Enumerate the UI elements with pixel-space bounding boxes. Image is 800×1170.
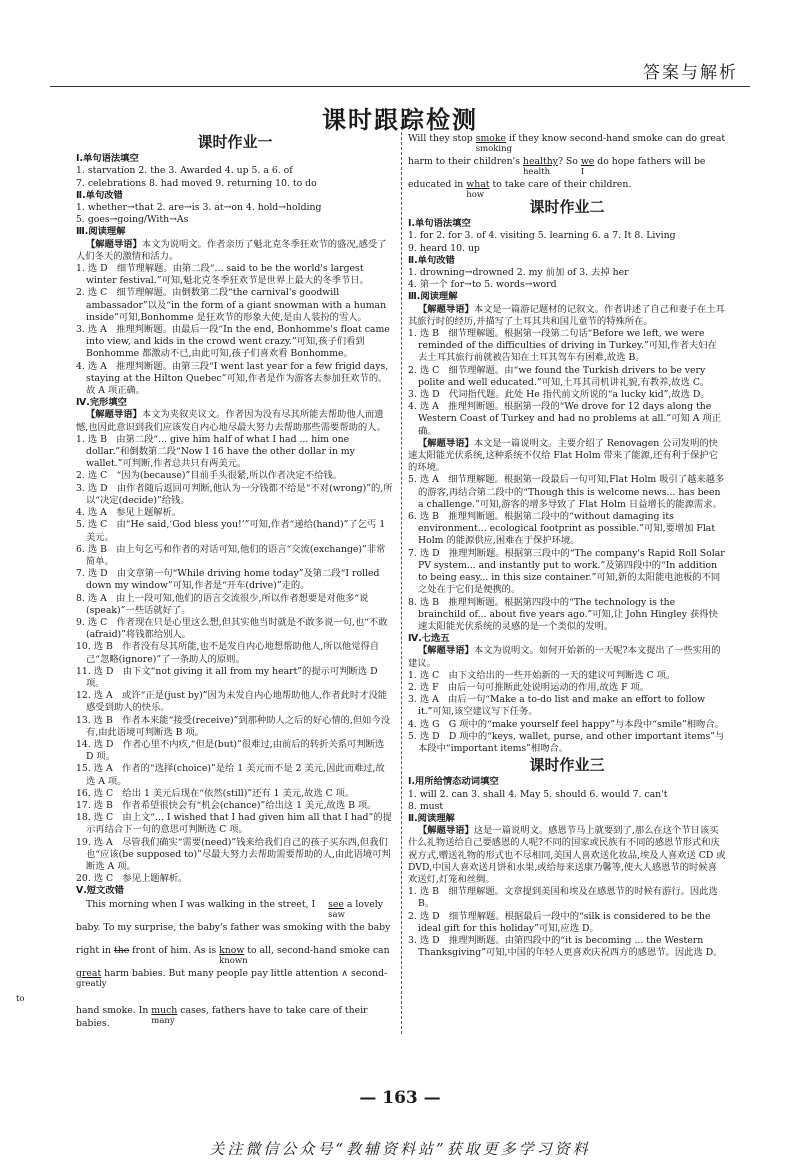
answer-item: 2. 选 C 细节理解题。由“we found the Turkish drivers to be very polite and well educated.”可知,土耳其司机讲礼貌,有教养,故选 C。 (408, 364, 710, 388)
guide-paragraph (408, 645, 726, 669)
essay-line: This morning when I was walking in the street, I see saw a lovely (86, 898, 383, 920)
answer-item: 10. 选 B 作者没有尽其所能,也不是发自内心地想帮助他人,所以他觉得自己“忽略(ignore)”了一条助人的原则。 (76, 641, 380, 665)
answer-item: 20. 选 C 参见上题解析。 (76, 873, 188, 885)
guide-text: 本文是一篇说明文。主要介绍了 Renovagen 公司发明的快速太阳能光伏系统,这种系统不仅给 Flat Holm 带来了能源,还有利于保护它的环境。 (408, 437, 718, 474)
answer-item: 2. 选 C “因为(because)”目前手头很紧,所以作者决定不给钱。 (76, 470, 343, 482)
reading-answers-2b (408, 474, 726, 633)
heading: Ⅰ.用所给情态动词填空 (408, 776, 499, 788)
section-title-1: 课时作业一 (197, 133, 273, 151)
reading-answers-2a (408, 328, 726, 438)
right-column (408, 132, 726, 959)
answer-item: 1. 选 D 细节理解题。由第二段“... said to be the world's largest winter festival.”可知,魁北克冬季狂欢节是世界上最大的冬季节日。 (76, 263, 369, 287)
answer-item: 4. 选 A 推理判断题。由第三段“I went last year for a few frigid days, staying at the Hilton Quebec”可知,作者是作为游客去参加狂欢节的。故 A 项正确。 (76, 360, 389, 397)
heading: Ⅴ.短文改错 (76, 885, 124, 897)
essay-line: harm to their children's healthy health ? So $\frac{we}{I}$ do hope fathers will be (408, 156, 706, 177)
guide-label: 【解题导语】 (86, 238, 142, 250)
answer-item: 1. 选 C 由下文给出的一些开始新的一天的建议可判断选 C 项。 (408, 669, 676, 681)
reading-answers-1 (76, 263, 394, 397)
error-correction-essay (16, 898, 394, 1030)
correction: what how (466, 179, 490, 200)
answer-item: 5. 选 A 细节理解题。根据第一段最后一句可知,Flat Holm 吸引了越来越多的游客,再结合第二段中的“Though this is welcome news... has been a challenge.”可知,游客的增多导致了 Flat Holm 日益增长的能源需求。 (408, 474, 725, 510)
heading: Ⅱ.单句改错 (408, 254, 455, 266)
answer-item: 12. 选 A 或许“正是(just by)”因为未发自内心地帮助他人,作者此时才没能感受到助人的快乐。 (76, 690, 388, 714)
seven-choose-five-answers (408, 670, 726, 755)
answer-line: 1. drowning→drowned 2. my 前加 of 3. 去掉 her (408, 267, 629, 279)
correction: healthy health (522, 156, 558, 177)
footer-note: 关注微信公众号“教辅资料站”获取更多学习资料 (209, 1140, 591, 1158)
answer-line: 7. celebrations 8. had moved 9. returning 10. to do (76, 177, 317, 189)
answer-item: 3. 选 A 推理判断题。由最后一段“In the end, Bonhomme's float came into view, and kids in the crowd went crazy.”可知,孩子们看到 Bonhomme 都激动不已,由此可知,孩子们喜欢看 Bonhomme。 (76, 324, 390, 360)
answer-item: 16. 选 C 给出 1 美元后现在“依然(still)”还有 1 美元,故选 C 项。 (76, 787, 355, 799)
guide-text: 本文为说明文。作者亲历了魁北克冬季狂欢节的盛况,感受了人们冬天的激情和活力。 (76, 238, 387, 262)
essay-line: baby. To my surprise, the baby's father was smoking with the baby (76, 921, 391, 933)
essay-line: Will they stop smoke smoking if they know second-hand smoke can do great (408, 133, 726, 154)
correction: $\frac{we}{I}$ (580, 156, 595, 177)
correction: the (113, 944, 130, 956)
answer-item: 1. 选 B 细节理解题。根据第一段第二句话“Before we left, we were reminded of the difficulties of driving in Turkey.”可知,作者夫妇在去土耳其旅行前就被告知在土耳其驾车有困难,故选 B。 (408, 328, 717, 364)
correction: know known (219, 944, 248, 966)
answer-item: 3. 选 D 代词指代题。此处 He 指代前文所说的“a lucky kid”,故选 D。 (408, 389, 710, 401)
answer-line: 9. heard 10. up (408, 242, 480, 254)
answer-item: 4. 选 A 推理判断题。根据第一段的“We drove for 12 days along the Western Coast of Turkey and had no problems at all.”可知 A 项正确。 (408, 401, 721, 437)
guide-label: 【解题导语】 (418, 437, 474, 449)
guide-paragraph (76, 239, 394, 263)
guide-label: 【解题导语】 (86, 409, 142, 421)
answer-item: 8. 选 A 由上一段可知,他们的语言交流很少,所以作者想要是对他多“说(speak)”一些话就好了。 (76, 592, 369, 616)
heading: Ⅲ.阅读理解 (408, 291, 458, 303)
correction: much many (151, 1004, 178, 1026)
answer-item: 2. 选 F 由后一句可推断此处说明运动的作用,故选 F 项。 (408, 681, 650, 693)
answer-line: 8. must (408, 800, 444, 812)
answer-item: 1. 选 B 细节理解题。文章提到美国和埃及在感恩节的时候有游行。因此选 B。 (408, 886, 718, 910)
reading-answers-3 (408, 886, 726, 959)
heading: Ⅱ.阅读理解 (408, 812, 455, 824)
correction: smoke smoking (475, 133, 513, 154)
heading: Ⅳ.完形填空 (76, 397, 127, 409)
essay-line: great greatly harm babies. But many people pay little attention ∧ second-to (16, 967, 388, 1004)
answer-item: 6. 选 B 由上句乞丐和作者的对话可知,他们的语言“交流(exchange)”非常简单。 (76, 543, 386, 567)
header-rule (50, 86, 750, 87)
page-number: — 163 — (359, 1088, 441, 1108)
page-header (0, 0, 800, 90)
answer-item: 4. 选 A 参见上题解析。 (76, 507, 182, 519)
answer-item: 11. 选 D 由下文“not giving it all from my heart”的提示可判断选 D 项。 (76, 665, 378, 689)
guide-paragraph (408, 438, 726, 475)
guide-label: 【解题导语】 (418, 825, 474, 837)
heading: Ⅳ.七选五 (408, 633, 450, 645)
answer-item: 13. 选 B 作者本来能“接受(receive)”到那种助人之后的好心情的,但如今没有,由此语境可判断选 B 项。 (76, 714, 391, 738)
answer-line: 1. will 2. can 3. shall 4. May 5. should 6. would 7. can't (408, 788, 668, 800)
section-title-2: 课时作业二 (529, 198, 605, 216)
heading: Ⅱ.单句改错 (76, 189, 123, 201)
guide-text: 本文是一篇游记题材的记叙文。作者讲述了自己和妻子在土耳其旅行时的经历,并描写了土耳其共和国儿童节的特殊所在。 (408, 303, 725, 327)
guide-text: 这是一篇说明文。感恩节马上就要到了,那么在这个节日该买什么礼物送给自己要感恩的人呢?不同的国家或民族有不同的感恩节形式和庆祝方式,赠送礼物的形式也不尽相同,美国人喜欢送化妆品,埃及人喜欢送 CD 或 DVD,中国人喜欢送月饼和水果,或给每来送康乃馨等,使大人感恩节的时候喜欢送灯,灯笼和丝绸。 (408, 825, 726, 885)
answer-item: 15. 选 A 作者的“选择(choice)”是给 1 美元而不是 2 美元,因此而难过,故选 A 项。 (76, 763, 385, 787)
answer-item: 2. 选 C 细节理解题。由倒数第二段“the carnival's goodwill ambassador”以及“in the form of a giant snowman with a human inside”可知,Bonhomme 是狂欢节的形象大使,是由人装扮的雪人。 (76, 287, 387, 323)
answer-item: 5. 选 D D 项中的“keys, wallet, purse, and other important items”与本段中“important items”相吻合。 (408, 730, 725, 754)
answer-item: 3. 选 A 由后一句“Make a to-do list and make an effort to follow it.”可知,该空建议写下任务。 (408, 694, 706, 718)
error-correction-essay-cont (408, 132, 726, 200)
answer-item: 17. 选 B 作者希望很快会有“机会(chance)”给出这 1 美元,故选 B 项。 (76, 799, 377, 811)
answer-item: 6. 选 B 推理判断题。根据第二段中的“without damaging its environment... ecological footprint as possible.”可知,要增加 Flat Holm 的能源供应,困难在于保护环境。 (408, 511, 716, 547)
answer-line: 1. starvation 2. the 3. Awarded 4. up 5. a 6. of (76, 165, 293, 177)
column-divider (401, 132, 402, 1034)
answer-item: 8. 选 B 推理判断题。根据第四段中的“The technology is the brainchild of... about five years ago.”可知,让 John Hingley 获得快速太阳能光伏系统的灵感的是一个类似的发明。 (408, 596, 718, 632)
section-title-3: 课时作业三 (529, 756, 605, 775)
guide-label: 【解题导语】 (418, 645, 474, 657)
answer-item: 2. 选 D 细节理解题。根据最后一段中的“silk is considered to be the ideal gift for this holiday”可知,应选 D。 (408, 910, 711, 934)
guide-paragraph (76, 409, 394, 433)
essay-line: educated in what how to take care of their children. (408, 179, 632, 200)
answer-item: 3. 选 D 由作者随后返回可判断,他认为一分钱都不给是“不对(wrong)”的,所以“决定(decide)”给钱。 (76, 482, 393, 506)
answer-line: 1. whether→that 2. are→is 3. at→on 4. hold→holding (76, 202, 322, 214)
essay-line: hand smoke. In much many cases, fathers have to take care of their babies. (76, 1004, 368, 1029)
answer-item: 4. 选 G G 项中的“make yourself feel happy”与本段中“smile”相吻合。 (408, 718, 724, 730)
correction: see saw (328, 898, 345, 920)
answer-item: 9. 选 C 作者现在只是心里这么想,但其实他当时就是不敢多说一句,也“不敢(afraid)”将钱都给别人。 (76, 616, 388, 641)
answer-item: 14. 选 D 作者心里不内疚,“但是(but)”很难过,由前后的转折关系可判断选 D 项。 (76, 738, 385, 763)
header-section-label: 答案与解析 (643, 63, 738, 83)
answer-item: 19. 选 A 尽管我们确实“需要(need)”钱来给我们自己的孩子买东西,但我们也“应该(be supposed to)”尽最大努力去帮助需要帮助的人,由此语境可判断选 A 项。 (76, 836, 391, 872)
answer-line: 5. goes→going/With→As (76, 214, 189, 226)
left-column (16, 132, 394, 1040)
answer-item: 1. 选 B 由第二段“... give him half of what I had ... him one dollar.”和倒数第二段“Now I 16 have the other dollar in my wallet.”可判断,作者总共只有两美元。 (76, 433, 355, 470)
guide-paragraph (408, 304, 726, 328)
answer-item: 18. 选 C 由上文“... I wished that I had given him all that I had”的提示再结合下一句的意思可判断选 C 项。 (76, 812, 392, 836)
heading: Ⅲ.阅读理解 (76, 226, 126, 238)
correction-insert: to (16, 993, 25, 1004)
answer-line: 1. for 2. for 3. of 4. visiting 5. learning 6. a 7. It 8. Living (408, 230, 676, 242)
answer-item: 7. 选 D 由文章第一句“While driving home today”及第二段“I rolled down my window”可知,作者是“开车(drive)”走的。 (76, 568, 380, 592)
guide-label: 【解题导语】 (418, 303, 474, 315)
correction: great greatly (76, 967, 107, 989)
essay-line: right in the front of him. As is know known to all, second-hand smoke can (76, 944, 390, 966)
answer-item: 3. 选 D 推理判断题。由第四段中的“it is becoming ... the Western Thanksgiving”可知,中国的年轻人更喜欢庆祝西方的感恩节。因此选 D。 (408, 934, 723, 959)
heading: Ⅰ.单句语法填空 (408, 218, 471, 230)
heading: Ⅰ.单句语法填空 (76, 153, 139, 165)
guide-text: 本文为说明文。如何开始新的一天呢?本文提出了一些实用的建议。 (408, 645, 721, 669)
cloze-answers (76, 434, 394, 886)
guide-text: 本文为夹叙夹议文。作者因为没有尽其所能去帮助他人而遗憾,也因此意识到我们应该发自内心地尽最大努力去帮助那些需要帮助的人。 (76, 409, 386, 433)
guide-paragraph (408, 825, 726, 886)
page-title: 课时跟踪检测 (322, 105, 478, 134)
answer-item: 5. 选 C 由“He said,‘God bless you!’”可知,作者“递给(hand)”了乞丐 1 美元。 (76, 519, 386, 543)
answer-line: 4. 第一个 for→to 5. words→word (408, 279, 557, 291)
answer-item: 7. 选 D 推理判断题。根据第三段中的“The company's Rapid Roll Solar PV system... and instantly put to work.”及第四段中的“In addition to being easy... in this size container.”可知,新的太阳能电池板的不同之处在于它们是便携的。 (408, 547, 725, 596)
